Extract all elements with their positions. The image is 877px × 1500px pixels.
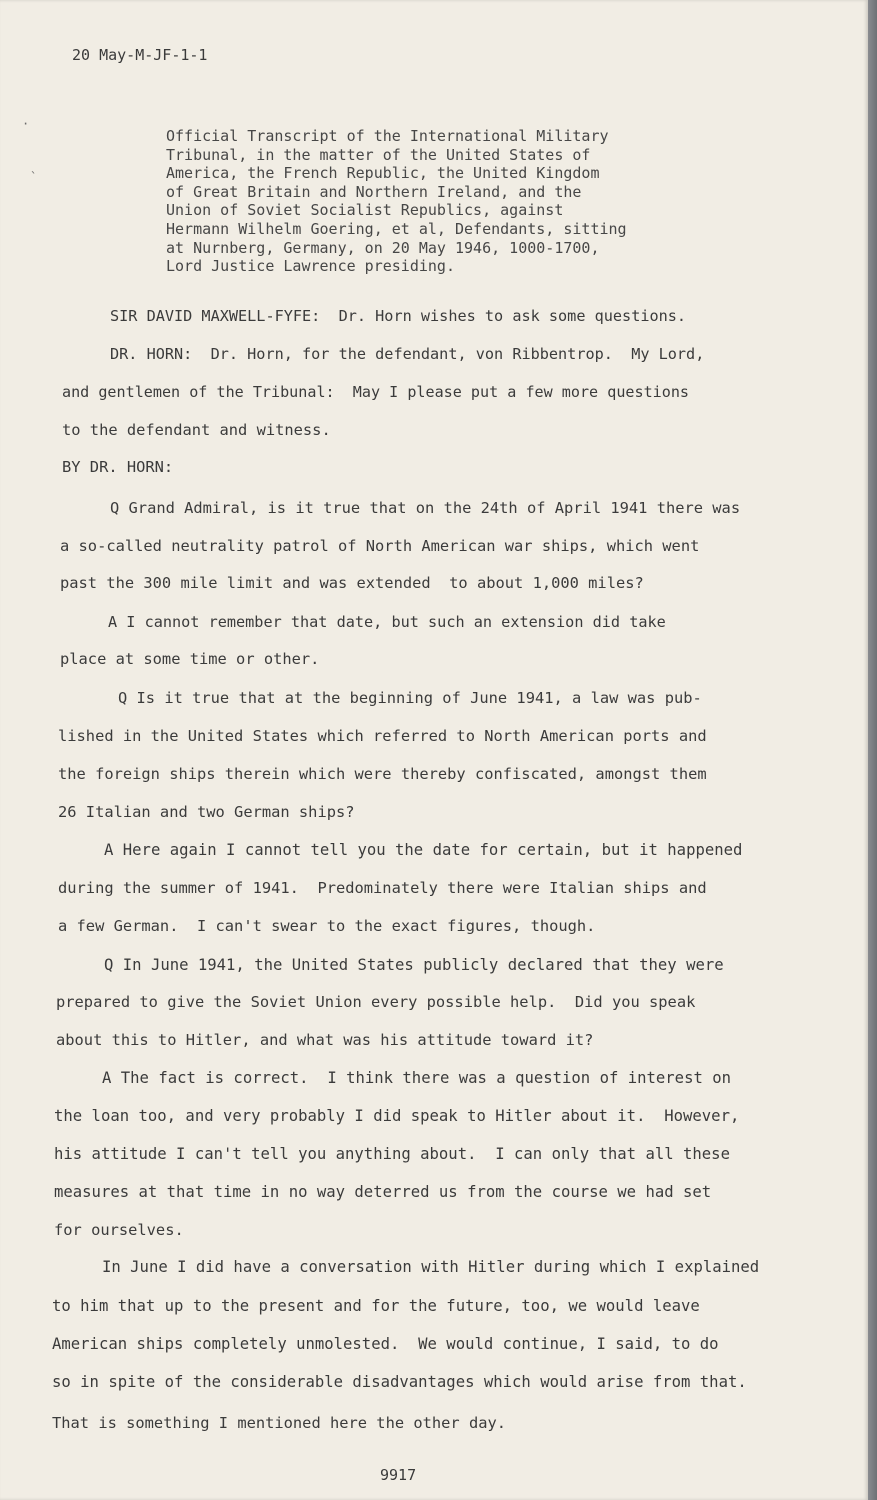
transcript-line: Q Is it true that at the beginning of June 1941, a law was pub- <box>118 689 702 707</box>
transcript-line: a few German. I can't swear to the exact figures, though. <box>58 917 596 935</box>
document-id: 20 May-M-JF-1-1 <box>72 46 208 64</box>
transcript-line: and gentlemen of the Tribunal: May I please put a few more questions <box>62 383 690 401</box>
page-number: 9917 <box>380 1466 417 1484</box>
transcript-line: to him that up to the present and for the future, too, we would leave <box>52 1297 700 1315</box>
transcript-line: A I cannot remember that date, but such an extension did take <box>108 613 666 631</box>
transcript-line: lished in the United States which referred to North American ports and <box>58 727 707 745</box>
transcript-line: Q Grand Admiral, is it true that on the 24th of April 1941 there was <box>110 499 741 517</box>
transcript-line: A The fact is correct. I think there was a question of interest on <box>102 1069 732 1087</box>
transcript-heading: Official Transcript of the International Military Tribunal, in the matter of the United States of America, the French Republic, the United Kingdom of Great Britain and Northern Ireland, and the Union of Soviet Socialist Republics, against Hermann Wilhelm Goering, et al, Defendants, sitting at Nurnberg, Germany, on 20 May 1946, 1000-1700, Lord Justice Lawrence presiding. <box>166 127 627 276</box>
transcript-line: about this to Hitler, and what was his attitude toward it? <box>56 1031 594 1049</box>
transcript-line: BY DR. HORN: <box>62 458 174 476</box>
scan-background-edge <box>868 0 877 1500</box>
transcript-line: past the 300 mile limit and was extended to about 1,000 miles? <box>60 574 644 592</box>
transcript-line: measures at that time in no way deterred us from the course we had set <box>54 1183 712 1201</box>
transcript-line: so in spite of the considerable disadvantages which would arise from that. <box>52 1373 747 1391</box>
transcript-line: his attitude I can't tell you anything about. I can only that all these <box>54 1145 730 1163</box>
transcript-line: In June I did have a conversation with Hitler during which I explained <box>102 1258 760 1276</box>
transcript-line: 26 Italian and two German ships? <box>58 803 355 821</box>
margin-tick-mark: · <box>22 117 30 131</box>
transcript-line: That is something I mentioned here the other day. <box>52 1414 507 1432</box>
transcript-line: prepared to give the Soviet Union every possible help. Did you speak <box>56 993 696 1011</box>
transcript-line: the loan too, and very probably I did speak to Hitler about it. However, <box>54 1107 740 1125</box>
transcript-line: the foreign ships therein which were thereby confiscated, amongst them <box>58 765 707 783</box>
transcript-line: DR. HORN: Dr. Horn, for the defendant, von Ribbentrop. My Lord, <box>110 345 705 363</box>
transcript-line: A Here again I cannot tell you the date for certain, but it happened <box>104 841 743 859</box>
transcript-line: SIR DAVID MAXWELL-FYFE: Dr. Horn wishes to ask some questions. <box>110 307 687 325</box>
transcript-line: to the defendant and witness. <box>62 421 331 439</box>
transcript-line: for ourselves. <box>54 1221 184 1239</box>
transcript-line: place at some time or other. <box>60 650 320 668</box>
transcript-line: Q In June 1941, the United States publicly declared that they were <box>104 956 724 974</box>
transcript-line: American ships completely unmolested. We would continue, I said, to do <box>52 1335 719 1353</box>
transcript-line: a so-called neutrality patrol of North American war ships, which went <box>60 537 700 555</box>
transcript-line: during the summer of 1941. Predominately there were Italian ships and <box>58 879 707 897</box>
margin-tick-mark: ` <box>30 170 38 184</box>
